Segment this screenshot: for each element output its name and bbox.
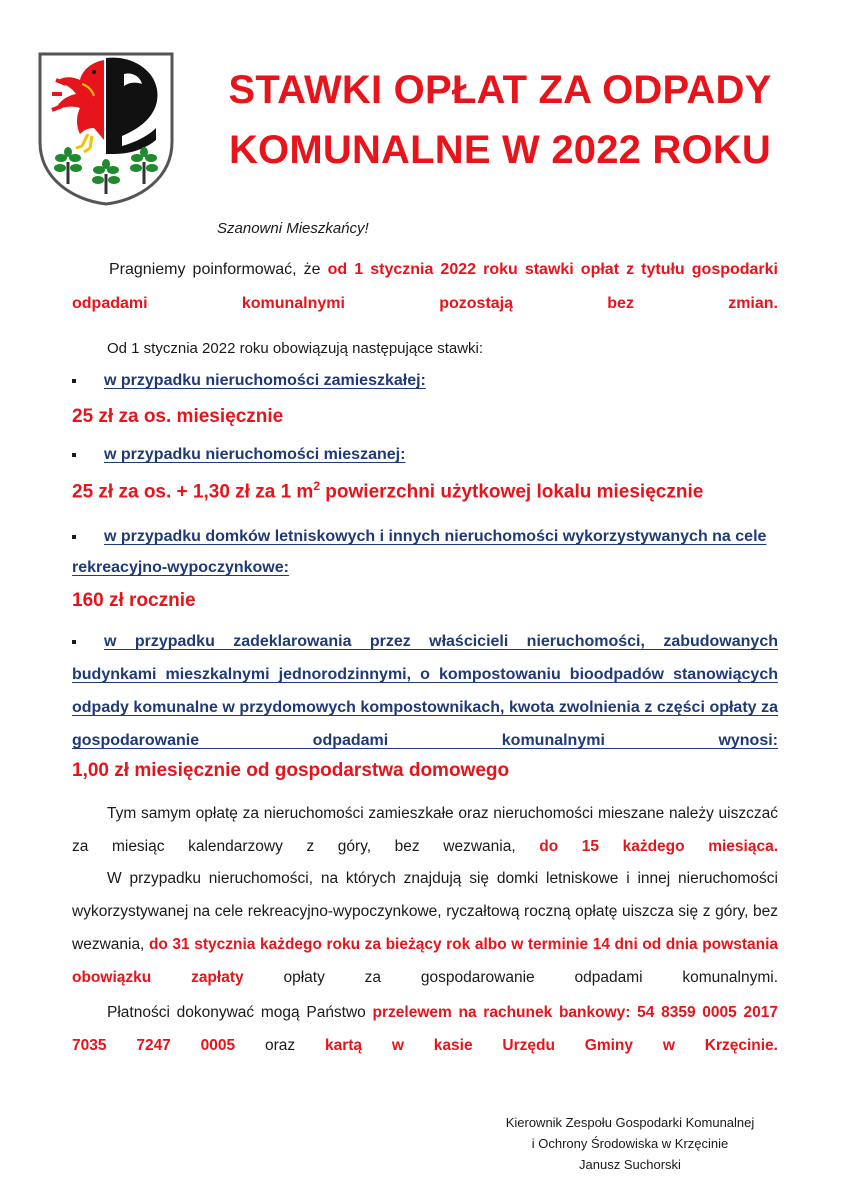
monthly-payment-paragraph: Tym samym opłatę za nieruchomości zamieszkałe oraz nieruchomości mieszane należy uiszczać za miesiąc kalendarzowy z góry, bez wezwania, do 15 każdego miesiąca. [72,805,778,855]
bank-account-number: 54 8359 0005 2017 7035 7247 0005 [72,1004,778,1054]
bank-transfer-label: przelewem na rachunek bankowy: [372,1004,631,1021]
rates-intro: Od 1 stycznia 2022 roku obowiązują następujące stawki: [107,340,484,357]
intro-paragraph [72,253,778,321]
bullet-icon [72,379,76,383]
intro-text: Pragniemy poinformować, że [109,261,321,278]
title-line-1: STAWKI OPŁAT ZA ODPADY [228,68,772,112]
payment-methods-paragraph: Płatności dokonywać mogą Państwo przelewem na rachunek bankowy: 54 8359 0005 2017 7035 7247 0005 oraz kartą w kasie Urzędu Gminy w Krzęcinie. [72,1004,778,1054]
rate-amount-composting: 1,00 zł miesięcznie od gospodarstwa domowego [72,760,510,781]
bullet-icon [72,640,76,644]
intro-highlight: od 1 stycznia 2022 roku stawki opłat z tytułu gospodarki odpadami komunalnymi pozostają bez zmian. [72,261,779,312]
signature-line-1: Kierownik Zespołu Gospodarki Komunalnej [505,1115,755,1130]
title-line-2: KOMUNALNE W 2022 ROKU [228,128,772,172]
bullet-icon [72,535,76,539]
rate-label-summer-houses: w przypadku domków letniskowych i innych nieruchomości wykorzystywanych na cele rekreacyjno-wypoczynkowe: [72,528,767,576]
signature-block [470,1112,790,1175]
rate-label-composting: w przypadku zadeklarowania przez właścicieli nieruchomości, zabudowanych budynkami mieszkalnymi jednorodzinnymi, o kompostowaniu bioodpadów stanowiących odpady komunalne w przydomowych kompostownikach, kwota zwolnienia z części opłaty za gospodarowanie odpadami komunalnymi wynosi: [72,633,778,749]
monthly-deadline: do 15 każdego miesiąca. [539,838,778,855]
signature-name: Janusz Suchorski [579,1157,681,1172]
summer-deadline: do 31 stycznia każdego roku za bieżący rok albo w terminie 14 dni od dnia powstania obowiązku zapłaty [72,936,779,986]
greeting: Szanowni Mieszkańcy! [217,220,369,237]
rate-amount-mixed: 25 zł za os. + 1,30 zł za 1 $m^2$ powierzchni użytkowej lokalu miesięcznie [72,479,704,503]
page-title [190,60,810,180]
rate-amount-residential: 25 zł za os. miesięcznie [72,406,284,427]
coat-of-arms-emblem [36,50,176,208]
bullet-icon [72,453,76,457]
rate-label-residential: w przypadku nieruchomości zamieszkałej: [72,372,778,390]
signature-line-2: i Ochrony Środowiska w Krzęcinie [531,1136,729,1151]
card-payment-label: kartą w kasie Urzędu Gminy w Krzęcinie. [324,1037,778,1054]
summer-payment-paragraph: W przypadku nieruchomości, na których znajdują się domki letniskowe i innej nieruchomości wykorzystywanej na cele rekreacyjno-wypoczynkowe, ryczałtową roczną opłatę uiszcza się z góry, bez wezwania, do 31 stycznia każdego roku za bieżący rok albo w terminie 14 dni od dnia powstania obowiązku zapłaty opłaty za gospodarowanie odpadami komunalnymi. [72,870,779,986]
rate-label-mixed: w przypadku nieruchomości mieszanej: [72,446,778,464]
rate-amount-summer-houses: 160 zł rocznie [72,590,196,611]
